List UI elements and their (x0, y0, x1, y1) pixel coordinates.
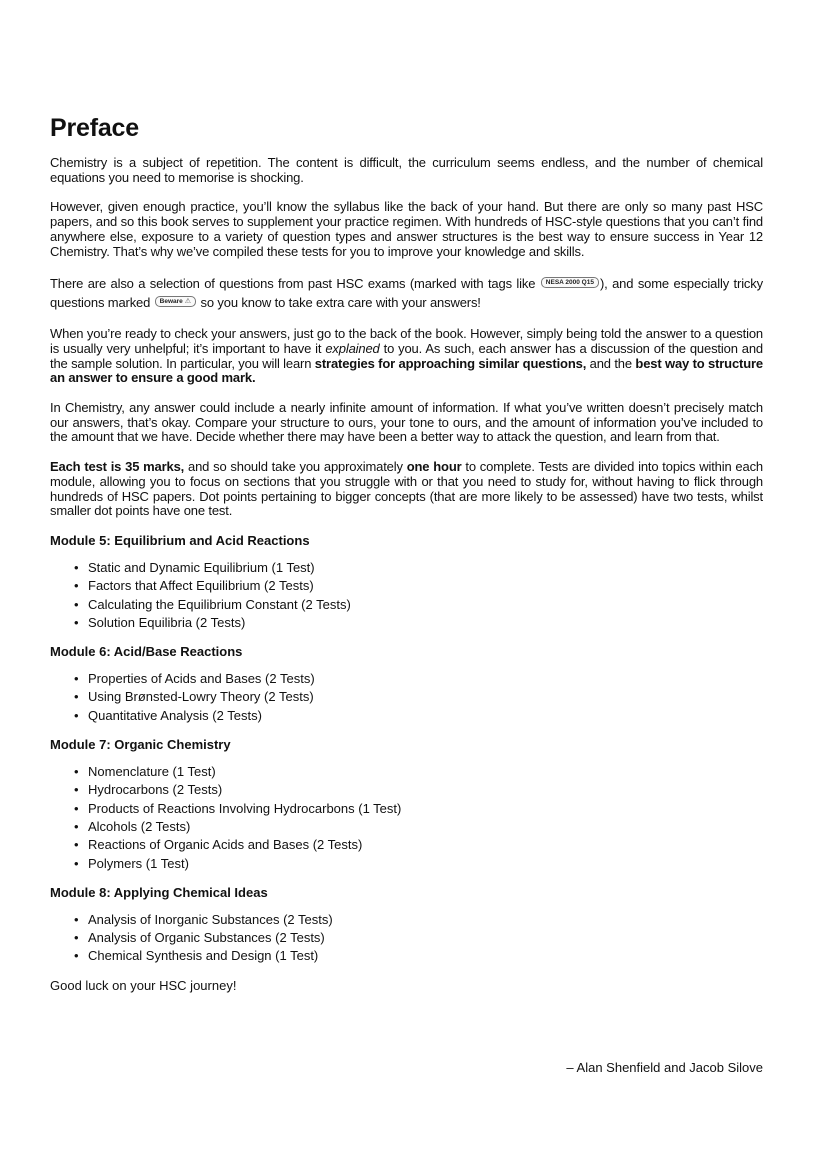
list-item (50, 781, 763, 799)
page-title: Preface (50, 114, 139, 142)
list-item-text: Hydrocarbons (2 Tests) (88, 782, 223, 798)
list-item (50, 911, 763, 929)
module-7-heading: Module 7: Organic Chemistry (50, 737, 231, 753)
nesa-tag-label: NESA 2000 Q15 (545, 279, 594, 287)
beware-tag-badge (155, 296, 196, 307)
paragraph-information: In Chemistry, any answer could include a nearly infinite amount of information. If what you’ve written doesn’t precisely match our answers, that’s okay. Compare your structure to ours, your tone to ours, and the amount of information you’ve included to the amount that we have. Decide whether there may have been a better way to attack the question, and learn from that. (50, 400, 763, 445)
text-segment: so you know to take extra care with your answers! (197, 295, 481, 311)
list-item-text: Chemical Synthesis and Design (1 Test) (88, 948, 319, 964)
bullet-icon: • (74, 559, 79, 575)
bullet-icon: • (74, 707, 79, 723)
text-segment: There are also a selection of questions from past HSC exams (marked with tags like (50, 276, 540, 292)
list-item (50, 614, 763, 632)
bullet-icon: • (74, 837, 79, 853)
paragraph-tags (50, 274, 763, 312)
list-item-text: Solution Equilibria (2 Tests) (88, 614, 246, 630)
bullet-icon: • (74, 614, 79, 630)
bullet-icon: • (74, 930, 79, 946)
bold-text: best way to structure an answer to ensure a good mark. (50, 355, 764, 386)
list-item-text: Using Brønsted-Lowry Theory (2 Tests) (88, 689, 314, 705)
list-item-text: Quantitative Analysis (2 Tests) (88, 707, 262, 723)
text-segment: to you. As such, each answer has a discussion of the question and the sample solution. In particular, you will learn (50, 340, 763, 371)
list-item-text: Nomenclature (1 Test) (88, 764, 216, 780)
list-item-text: Factors that Affect Equilibrium (2 Tests) (88, 578, 314, 594)
module-8-list (50, 911, 763, 966)
list-item (50, 688, 763, 706)
text-segment: and the (586, 355, 636, 371)
list-item (50, 855, 763, 873)
module-5-heading: Module 5: Equilibrium and Acid Reactions (50, 532, 310, 548)
warning-icon: ⚠ (184, 298, 192, 306)
text-segment: ), and some especially tricky questions marked (50, 276, 763, 311)
list-item-text: Reactions of Organic Acids and Bases (2 Tests) (88, 837, 363, 853)
paragraph-intro: Chemistry is a subject of repetition. The content is difficult, the curriculum seems endless, and the number of chemical equations you need to memorise is shocking. (50, 155, 763, 185)
bold-text: one hour (406, 459, 462, 475)
module-6-heading: Module 6: Acid/Base Reactions (50, 644, 243, 660)
beware-tag-label: Beware (159, 298, 183, 306)
bullet-icon: • (74, 855, 79, 871)
list-item (50, 577, 763, 595)
bullet-icon: • (74, 596, 79, 612)
list-item (50, 929, 763, 947)
module-7-list (50, 763, 763, 873)
nesa-tag-badge (541, 277, 599, 288)
list-item (50, 836, 763, 854)
bullet-icon: • (74, 782, 79, 798)
bullet-icon: • (74, 948, 79, 964)
bullet-icon: • (74, 671, 79, 687)
bold-text: Each test is 35 marks, (50, 459, 185, 475)
author-signature: – Alan Shenfield and Jacob Silove (566, 1060, 763, 1075)
list-item (50, 670, 763, 688)
list-item (50, 800, 763, 818)
list-item (50, 947, 763, 965)
list-item (50, 763, 763, 781)
emphasis-text: explained (325, 340, 380, 356)
list-item-text: Properties of Acids and Bases (2 Tests) (88, 671, 315, 687)
text-segment: and so should take you approximately (184, 459, 407, 475)
list-item-text: Polymers (1 Test) (88, 855, 189, 871)
bullet-icon: • (74, 764, 79, 780)
bullet-icon: • (74, 911, 79, 927)
module-8-heading: Module 8: Applying Chemical Ideas (50, 884, 268, 900)
list-item (50, 707, 763, 725)
list-item-text: Calculating the Equilibrium Constant (2 Tests) (88, 596, 351, 612)
bullet-icon: • (74, 578, 79, 594)
list-item-text: Analysis of Organic Substances (2 Tests) (88, 930, 325, 946)
paragraph-test-info (50, 460, 763, 519)
list-item-text: Analysis of Inorganic Substances (2 Tests) (88, 911, 333, 927)
list-item (50, 818, 763, 836)
module-5-list (50, 559, 763, 632)
module-6-list (50, 670, 763, 725)
list-item (50, 559, 763, 577)
paragraph-answers (50, 327, 763, 386)
list-item-text: Static and Dynamic Equilibrium (1 Test) (88, 559, 315, 575)
bullet-icon: • (74, 689, 79, 705)
closing-line: Good luck on your HSC journey! (50, 977, 237, 993)
text-segment: When you’re ready to check your answers, just go to the back of the book. However, simply being told the answer to a question is usually very unhelpful; it’s important to have it (50, 326, 763, 356)
list-item-text: Products of Reactions Involving Hydrocarbons (1 Test) (88, 800, 402, 816)
bold-text: strategies for approaching similar questions, (314, 355, 587, 371)
paragraph-practice: However, given enough practice, you’ll know the syllabus like the back of your hand. But there are only so many past HSC papers, and so this book serves to supplement your practice regimen. With hundreds of HSC-style questions that you can’t find anywhere else, exposure to a variety of question types and answer structures is the best way to ensure success in Year 12 Chemistry. That’s why we’ve compiled these tests for you to improve your knowledge and skills. (50, 199, 763, 259)
list-item-text: Alcohols (2 Tests) (88, 818, 191, 834)
list-item (50, 596, 763, 614)
bullet-icon: • (74, 800, 79, 816)
text-segment: to complete. Tests are divided into topics within each module, allowing you to focus on sections that you struggle with or that you need to study for, without having to flick through hundreds of HSC papers. Dot points pertaining to bigger concepts (that are more likely to be assessed) have two tests, whilst smaller dot points have one test. (50, 459, 764, 519)
bullet-icon: • (74, 818, 79, 834)
preface-page (50, 112, 763, 993)
